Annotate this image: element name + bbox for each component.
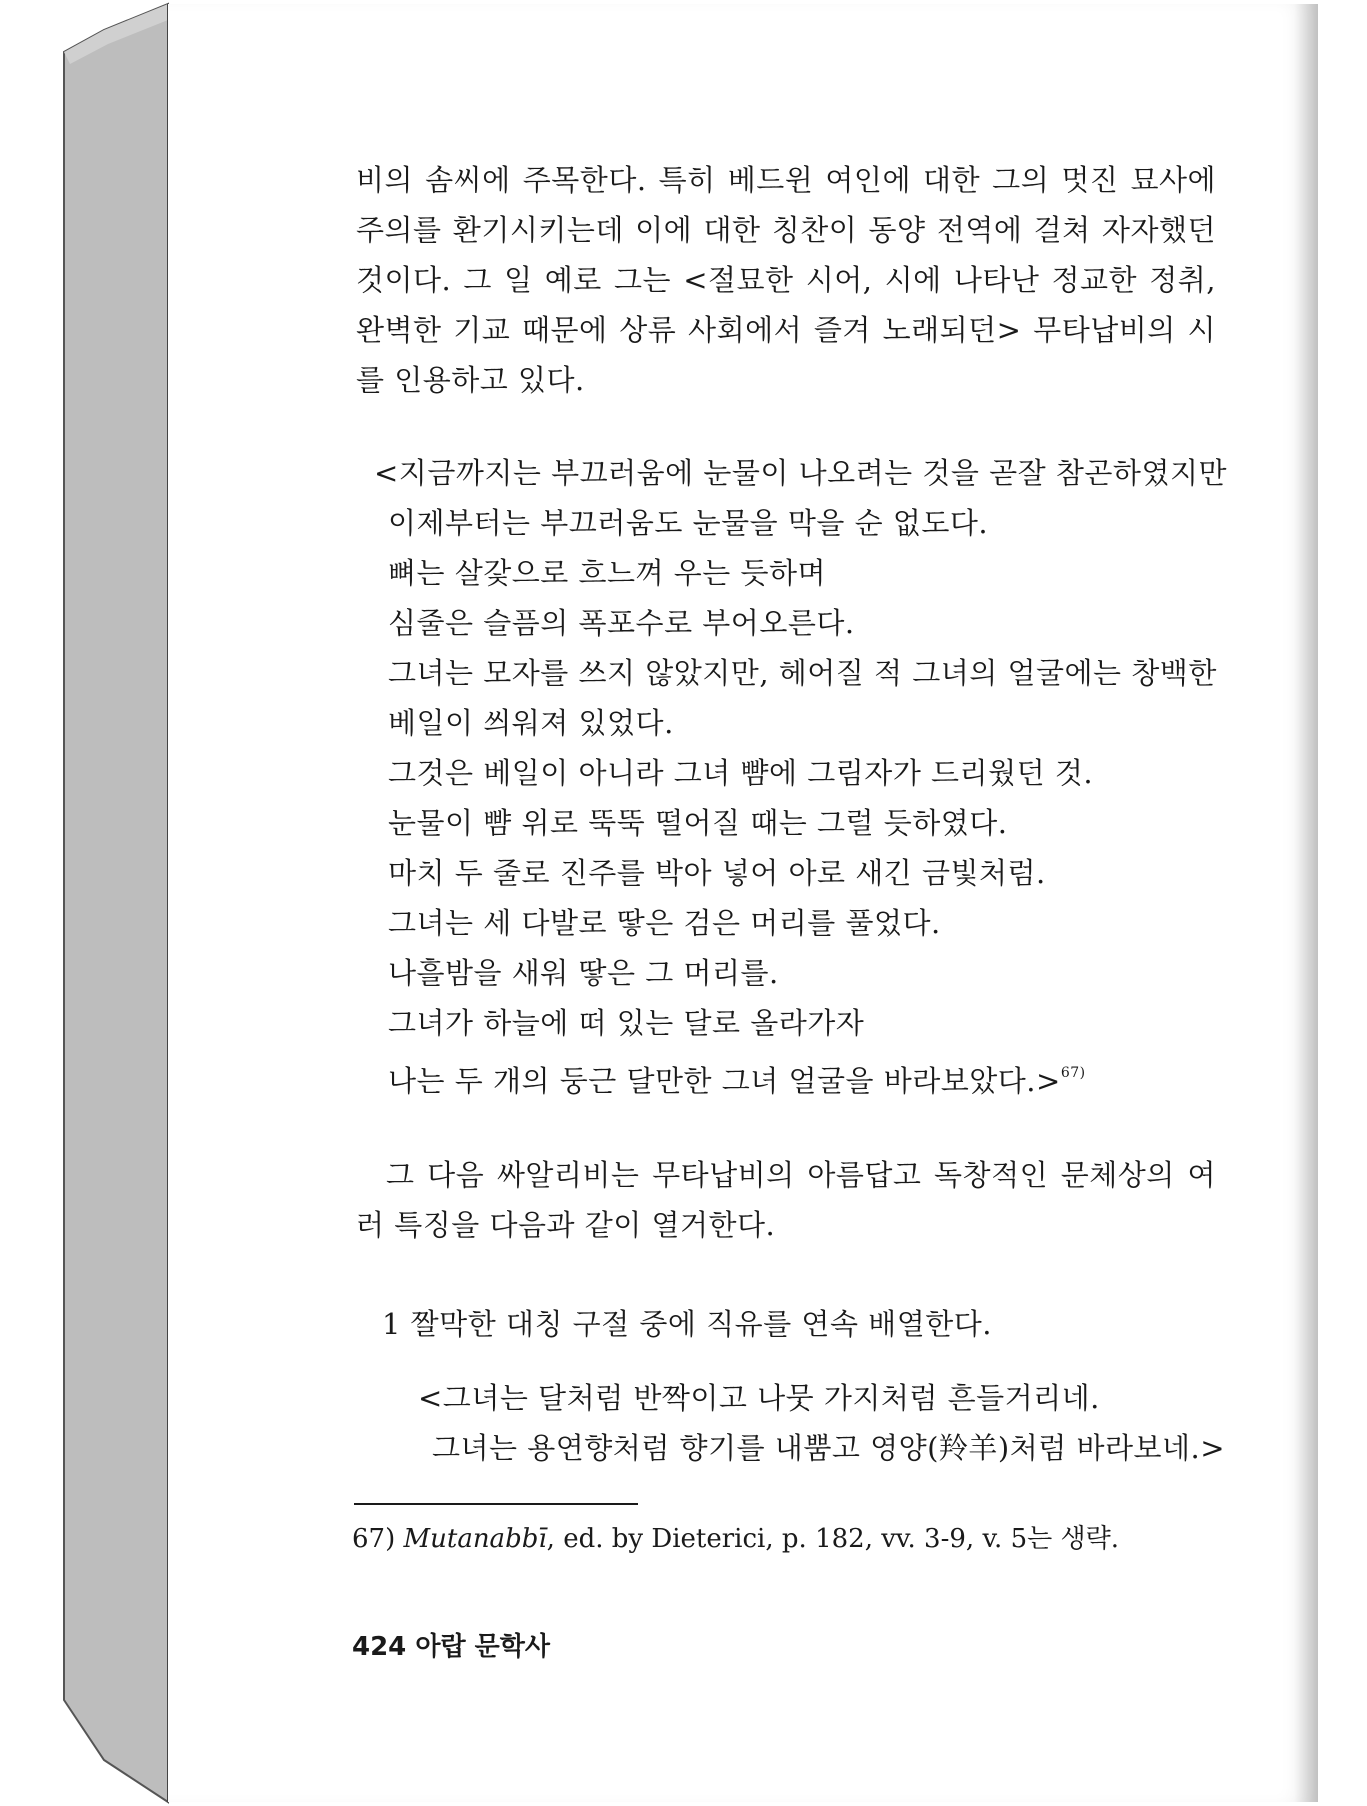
footnote	[352, 1519, 1119, 1559]
poem-line: 이제부터는 부끄러움도 눈물을 막을 순 없도다.	[388, 506, 989, 540]
page-number: 424	[352, 1632, 407, 1662]
footnote-text: , ed. by Dieterici, p. 182, vv. 3-9, v. 5는 생략.	[546, 1524, 1119, 1554]
poem-line: 그것은 베일이 아니라 그녀 뺨에 그림자가 드리웠던 것.	[388, 756, 1094, 790]
poem-line: 나는 두 개의 둥근 달만한 그녀 얼굴을 바라보았다.>	[388, 1064, 1061, 1098]
quote-block	[418, 1373, 1258, 1473]
footnote-number: 67)	[352, 1524, 396, 1554]
poem-line: 뼈는 살갗으로 흐느껴 우는 듯하며	[388, 556, 827, 590]
page-edge-shadow	[1294, 4, 1318, 1802]
paragraph-line: 비의 솜씨에 주목한다. 특히 베드윈 여인에 대한 그의 멋진 묘사에	[356, 163, 1216, 197]
poem-line: <지금까지는 부끄러움에 눈물이 나오려는 것을 곧잘 참곤하였지만	[374, 456, 1227, 490]
footnote-title: Mutanabbī	[403, 1524, 547, 1554]
poem-line: 그녀는 세 다발로 땋은 검은 머리를 풀었다.	[388, 906, 941, 940]
paragraph-2	[356, 1150, 1216, 1250]
list-item-1	[382, 1299, 1242, 1349]
paragraph-line: 주의를 환기시키는데 이에 대한 칭찬이 동양 전역에 걸쳐 자자했던	[356, 213, 1216, 247]
poem-line: 그녀가 하늘에 떠 있는 달로 올라가자	[388, 1006, 865, 1040]
poem-last-line	[374, 1048, 1214, 1098]
poem-line: 나흘밤을 새워 땋은 그 머리를.	[388, 956, 779, 990]
paragraph-line: 를 인용하고 있다.	[356, 363, 585, 397]
page-footer	[352, 1627, 550, 1667]
paragraph-1	[356, 155, 1216, 405]
poem-block	[374, 448, 1227, 1098]
poem-line: 그녀는 모자를 쓰지 않았지만, 헤어질 적 그녀의 얼굴에는 창백한	[388, 656, 1217, 690]
paragraph-line: 러 특징을 다음과 같이 열거한다.	[356, 1208, 776, 1242]
quote-line: <그녀는 달처럼 반짝이고 나뭇 가지처럼 흔들거리네.	[418, 1381, 1100, 1415]
poem-line: 눈물이 뺨 위로 뚝뚝 떨어질 때는 그럴 듯하였다.	[388, 806, 1008, 840]
poem-line: 마치 두 줄로 진주를 박아 넣어 아로 새긴 금빛처럼.	[388, 856, 1046, 890]
paragraph-line: 완벽한 기교 때문에 상류 사회에서 즐겨 노래되던> 무타납비의 시	[356, 313, 1216, 347]
quote-line: 그녀는 용연향처럼 향기를 내뿜고 영양(羚羊)처럼 바라보네.>	[432, 1431, 1226, 1465]
paragraph-line: 그 다음 싸알리비는 무타납비의 아름답고 독창적인 문체상의 여	[386, 1158, 1216, 1192]
poem-line: 베일이 씌워져 있었다.	[388, 706, 674, 740]
list-item-text: 1 짤막한 대칭 구절 중에 직유를 연속 배열한다.	[382, 1307, 992, 1341]
footnote-divider	[354, 1503, 638, 1505]
paragraph-line: 것이다. 그 일 예로 그는 <절묘한 시어, 시에 나타난 정교한 정취,	[356, 263, 1216, 297]
running-title: 아랍 문학사	[415, 1632, 550, 1662]
poem-line: 심줄은 슬픔의 폭포수로 부어오른다.	[388, 606, 855, 640]
footnote-ref[interactable]: 67)	[1060, 1065, 1086, 1081]
